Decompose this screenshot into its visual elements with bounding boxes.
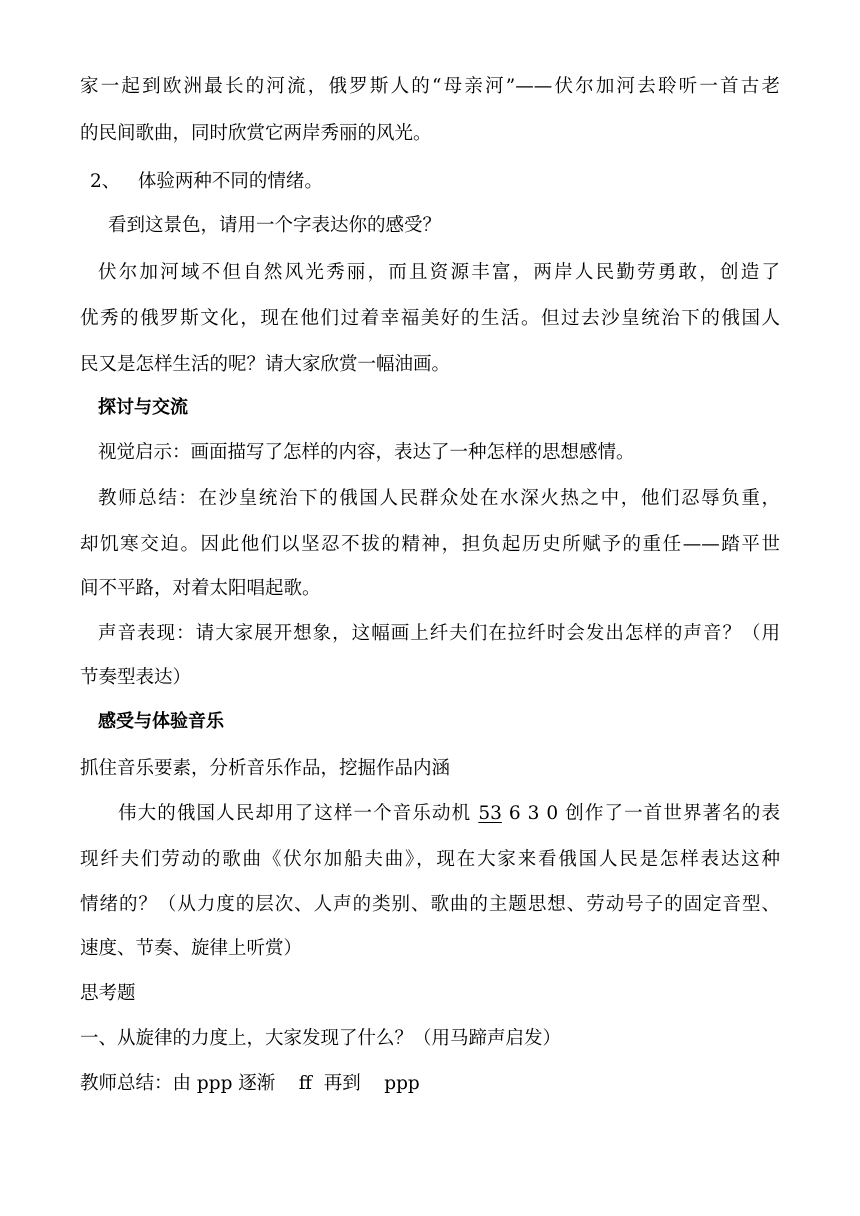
question-1: 一、从旋律的力度上，大家发现了什么？（用马蹄声启发） [80,1028,562,1049]
section-heading-discussion: 探讨与交流 [98,397,188,418]
paragraph-line: 家一起到欧洲最长的河流，俄罗斯人的“母亲河”——伏尔加河去聆听一首古老 [80,76,780,97]
paragraph-line: 优秀的俄罗斯文化，现在他们过着幸福美好的生活。但过去沙皇统治下的俄国人 [80,308,780,329]
think-heading: 思考题 [80,983,136,1004]
motif-underlined-notes: 53 [478,803,502,824]
motif-text-post: 6 3 0 创作了一首世界著名的表 [501,803,780,824]
sound-prompt-line: 节奏型表达） [80,667,192,688]
list-item-2: 2、 体验两种不同的情绪。 [90,171,323,192]
paragraph-line: 的民间歌曲，同时欣赏它两岸秀丽的风光。 [80,123,432,144]
paragraph-line: 情绪的？（从力度的层次、人声的类别、歌曲的主题思想、劳动号子的固定音型、 [80,894,780,915]
teacher-summary-dynamics: 教师总结：由 ppp 逐渐 ff 再到 ppp [80,1073,420,1094]
teacher-summary-line: 间不平路，对着太阳唱起歌。 [80,578,321,599]
visual-prompt: 视觉启示：画面描写了怎样的内容，表达了一种怎样的思想感情。 [98,442,635,463]
section-heading-music: 感受与体验音乐 [98,711,224,732]
grasp-line: 抓住音乐要素，分析音乐作品，挖掘作品内涵 [80,758,451,779]
paragraph-line: 速度、节奏、旋律上听赏） [80,938,303,959]
paragraph-line: 民又是怎样生活的呢？请大家欣赏一幅油画。 [80,354,451,375]
paragraph-line: 伏尔加河域不但自然风光秀丽，而且资源丰富，两岸人民勤劳勇敢，创造了 [98,262,780,283]
question-feel: 看到这景色，请用一个字表达你的感受？ [108,215,442,236]
paragraph-line: 现纤夫们劳动的歌曲《伏尔加船夫曲》，现在大家来看俄国人民是怎样表达这种 [80,849,780,870]
teacher-summary-line: 却饥寒交迫。因此他们以坚忍不拔的精神，担负起历史所赋予的重任——踏平世 [80,534,780,555]
teacher-summary-line: 教师总结：在沙皇统治下的俄国人民群众处在水深火热之中，他们忍辱负重， [98,488,780,509]
motif-text-pre: 伟大的俄国人民却用了这样一个音乐动机 [118,803,479,824]
motif-paragraph-line [118,802,780,826]
sound-prompt-line: 声音表现：请大家展开想象，这幅画上纤夫们在拉纤时会发出怎样的声音？（用 [98,623,780,644]
